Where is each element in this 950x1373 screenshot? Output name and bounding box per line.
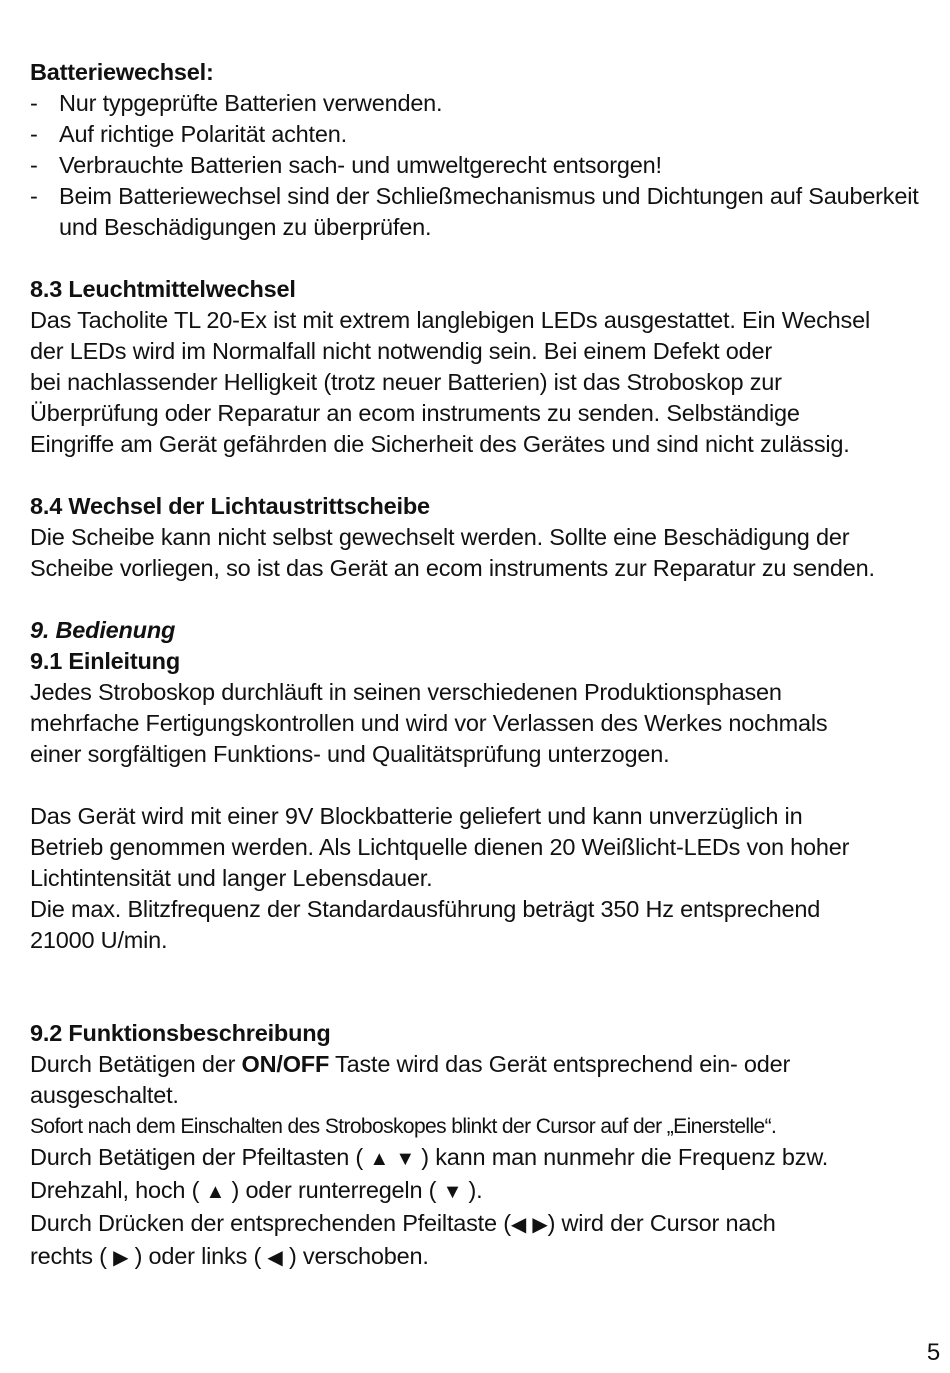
- text-line: Das Tacholite TL 20-Ex ist mit extrem langlebigen LEDs ausgestattet. Ein Wechsel: [30, 307, 870, 333]
- text-span: ) oder runterregeln (: [225, 1177, 443, 1203]
- page-content: [30, 57, 945, 1274]
- text-line: [30, 1241, 945, 1274]
- text-span: ).: [462, 1177, 483, 1203]
- section-9-heading: 9. Bedienung: [30, 617, 176, 643]
- section-8-3: [30, 274, 945, 460]
- battery-item: - Beim Batteriewechsel sind der Schließmechanismus und Dichtungen auf Sauberkeit und Beschädigungen zu überprüfen.: [30, 181, 945, 243]
- battery-item: - Verbrauchte Batterien sach- und umweltgerecht entsorgen!: [30, 150, 945, 181]
- section-9: [30, 615, 945, 956]
- text-line: Sofort nach dem Einschalten des Stroboskopes blinkt der Cursor auf der „Einerstelle“.: [30, 1115, 777, 1138]
- arrow-down-icon: ▼: [442, 1181, 463, 1203]
- battery-heading: Batteriewechsel:: [30, 59, 214, 85]
- arrow-up-icon: ▲: [369, 1148, 389, 1170]
- text-span: Drehzahl, hoch (: [30, 1177, 206, 1203]
- text-line: der LEDs wird im Normalfall nicht notwendig sein. Bei einem Defekt oder: [30, 338, 773, 364]
- text-span: ) kann man nunmehr die Frequenz bzw.: [414, 1144, 829, 1170]
- section-9-1-heading: 9.1 Einleitung: [30, 648, 180, 674]
- page-number: 5: [926, 1339, 940, 1366]
- arrow-up-icon: ▲: [205, 1181, 226, 1203]
- text-span: Durch Drücken der entsprechenden Pfeiltaste (: [30, 1210, 511, 1236]
- text-line: einer sorgfältigen Funktions- und Qualitätsprüfung unterzogen.: [30, 741, 670, 767]
- arrow-down-icon: ▼: [395, 1148, 415, 1170]
- text-line: Jedes Stroboskop durchläuft in seinen verschiedenen Produktionsphasen: [30, 679, 782, 705]
- text-span: Durch Betätigen der Pfeiltasten (: [30, 1144, 370, 1170]
- text-span: ) oder links (: [128, 1243, 268, 1269]
- text-line: [30, 1175, 945, 1208]
- text-line: bei nachlassender Helligkeit (trotz neuer Batterien) ist das Stroboskop zur: [30, 369, 782, 395]
- text-span: Durch Betätigen der: [30, 1051, 242, 1077]
- text-line: mehrfache Fertigungskontrollen und wird vor Verlassen des Werkes nochmals: [30, 710, 828, 736]
- battery-item: - Auf richtige Polarität achten.: [30, 119, 945, 150]
- section-9-2: [30, 1018, 945, 1274]
- text-line: Betrieb genommen werden. Als Lichtquelle dienen 20 Weißlicht-LEDs von hoher: [30, 834, 850, 860]
- text-line: ausgeschaltet.: [30, 1082, 179, 1108]
- text-line: Überprüfung oder Reparatur an ecom instruments zu senden. Selbständige: [30, 400, 800, 426]
- section-8-4-heading: 8.4 Wechsel der Lichtaustrittscheibe: [30, 493, 430, 519]
- text-span: Taste wird das Gerät entsprechend ein- oder: [329, 1051, 791, 1077]
- on-off-key-label: ON/OFF: [241, 1051, 330, 1077]
- text-line: Lichtintensität und langer Lebensdauer.: [30, 865, 433, 891]
- text-span: ) wird der Cursor nach: [547, 1210, 776, 1236]
- arrow-left-icon: ◀: [510, 1214, 527, 1236]
- arrow-right-icon: ▶: [113, 1247, 129, 1269]
- arrow-right-icon: ▶: [532, 1214, 548, 1236]
- arrow-left-icon: ◀: [267, 1247, 283, 1269]
- section-8-4: [30, 491, 945, 584]
- section-9-2-heading: 9.2 Funktionsbeschreibung: [30, 1020, 331, 1046]
- text-line: [30, 1142, 945, 1175]
- battery-item: - Nur typgeprüfte Batterien verwenden.: [30, 88, 945, 119]
- text-line: Die Scheibe kann nicht selbst gewechselt werden. Sollte eine Beschädigung der: [30, 524, 850, 550]
- text-line: 21000 U/min.: [30, 927, 168, 953]
- text-line: Scheibe vorliegen, so ist das Gerät an ecom instruments zur Reparatur zu senden.: [30, 555, 875, 581]
- text-line: [30, 1049, 945, 1080]
- text-span: rechts (: [30, 1243, 114, 1269]
- battery-list: [30, 88, 945, 243]
- text-span: ) verschoben.: [282, 1243, 429, 1269]
- text-line: [30, 1208, 945, 1241]
- battery-change-section: [30, 57, 945, 243]
- text-line: Das Gerät wird mit einer 9V Blockbatterie geliefert und kann unverzüglich in: [30, 803, 803, 829]
- text-line: Eingriffe am Gerät gefährden die Sicherheit des Gerätes und sind nicht zulässig.: [30, 431, 850, 457]
- text-line: Die max. Blitzfrequenz der Standardausführung beträgt 350 Hz entsprechend: [30, 896, 821, 922]
- section-8-3-heading: 8.3 Leuchtmittelwechsel: [30, 276, 296, 302]
